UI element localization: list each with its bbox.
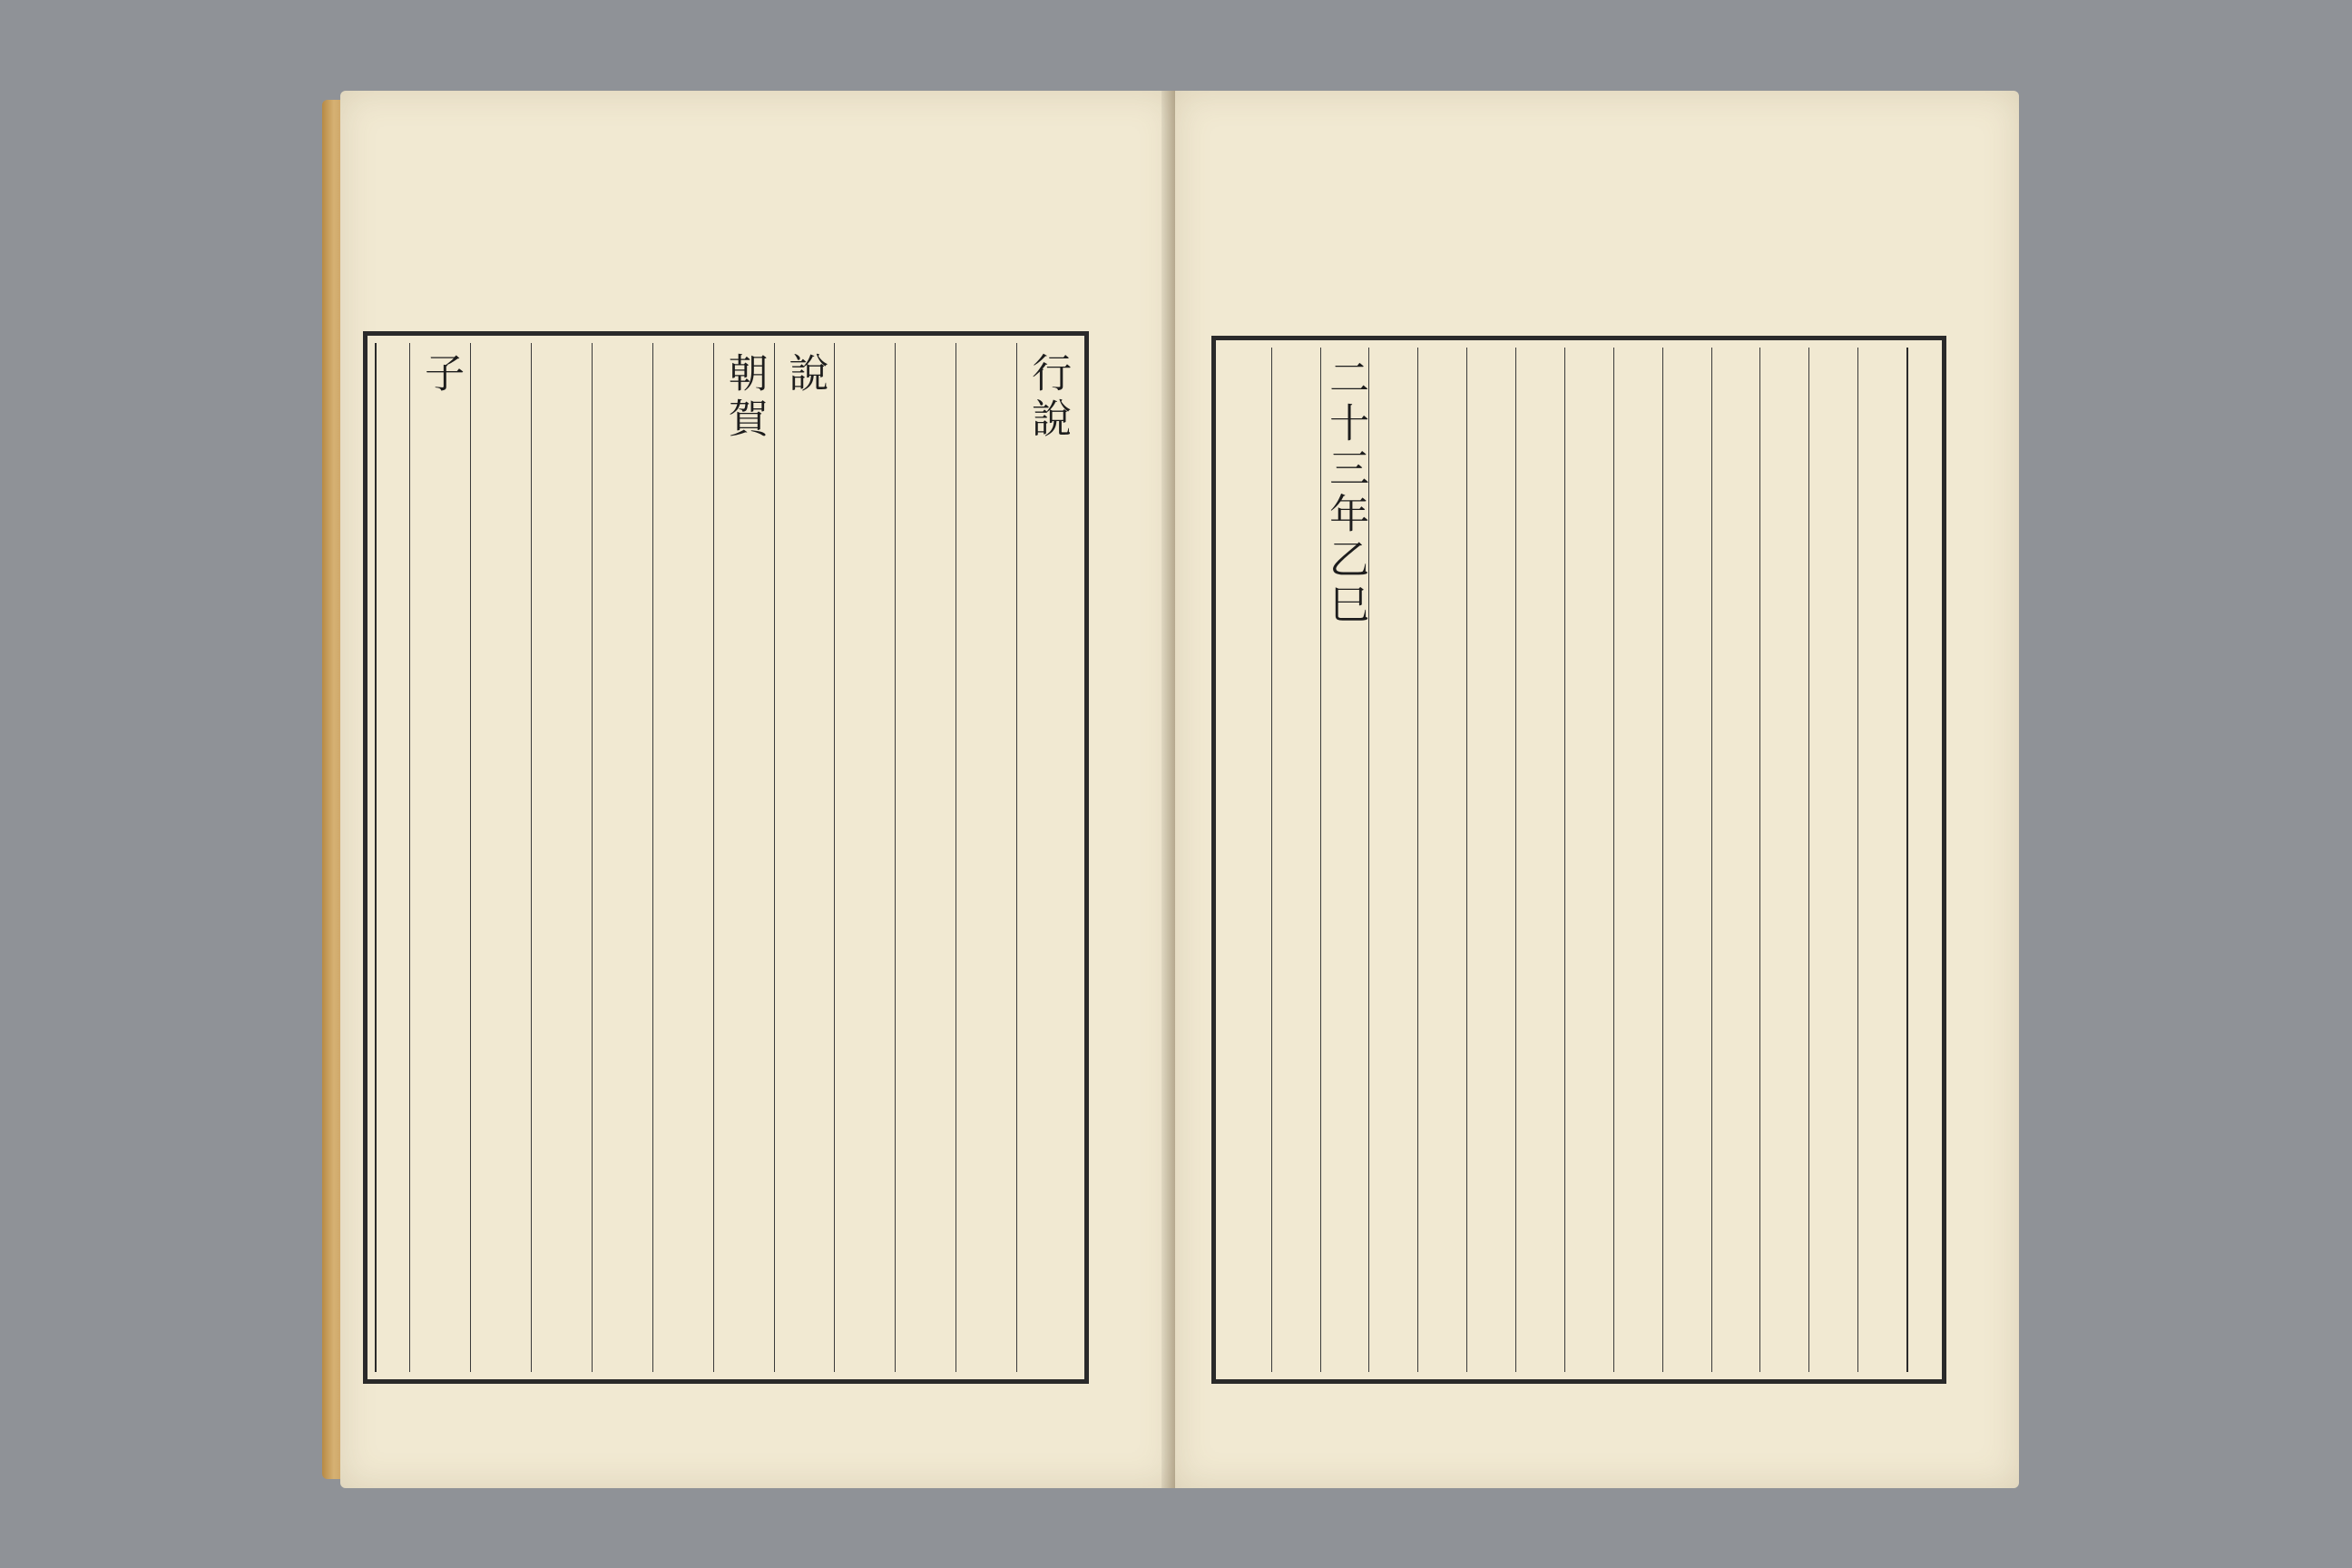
left-col-8	[592, 343, 652, 1372]
right-col-1	[1857, 348, 1906, 1372]
right-col-12: 二十三年乙巳	[1320, 348, 1369, 1372]
right-col-4	[1711, 348, 1760, 1372]
left-col-5: 說	[774, 343, 835, 1372]
open-book	[322, 91, 2028, 1506]
left-col-6: 朝賀	[713, 343, 774, 1372]
left-col-3	[895, 343, 956, 1372]
right-col-10	[1417, 348, 1466, 1372]
right-col-13	[1271, 348, 1320, 1372]
right-col-11	[1368, 348, 1417, 1372]
left-col-7	[652, 343, 713, 1372]
right-text-frame	[1211, 336, 1946, 1384]
right-columns	[1223, 348, 1935, 1372]
right-page	[1175, 91, 2019, 1488]
left-col-9	[531, 343, 592, 1372]
left-col-4	[834, 343, 895, 1372]
left-margin-column	[375, 343, 409, 1372]
left-col-10	[470, 343, 531, 1372]
right-col-9	[1466, 348, 1515, 1372]
right-col-7	[1564, 348, 1613, 1372]
right-col-5	[1662, 348, 1711, 1372]
right-col-2	[1808, 348, 1857, 1372]
left-col-11: 子	[409, 343, 470, 1372]
right-col-14	[1223, 348, 1271, 1372]
right-col-3	[1759, 348, 1808, 1372]
left-columns	[375, 343, 1077, 1372]
left-page	[340, 91, 1175, 1488]
right-col-6	[1613, 348, 1662, 1372]
right-col-8	[1515, 348, 1564, 1372]
right-margin-column	[1906, 348, 1935, 1372]
left-col-1: 行說	[1016, 343, 1077, 1372]
left-text-frame	[363, 331, 1089, 1384]
left-col-2	[956, 343, 1016, 1372]
